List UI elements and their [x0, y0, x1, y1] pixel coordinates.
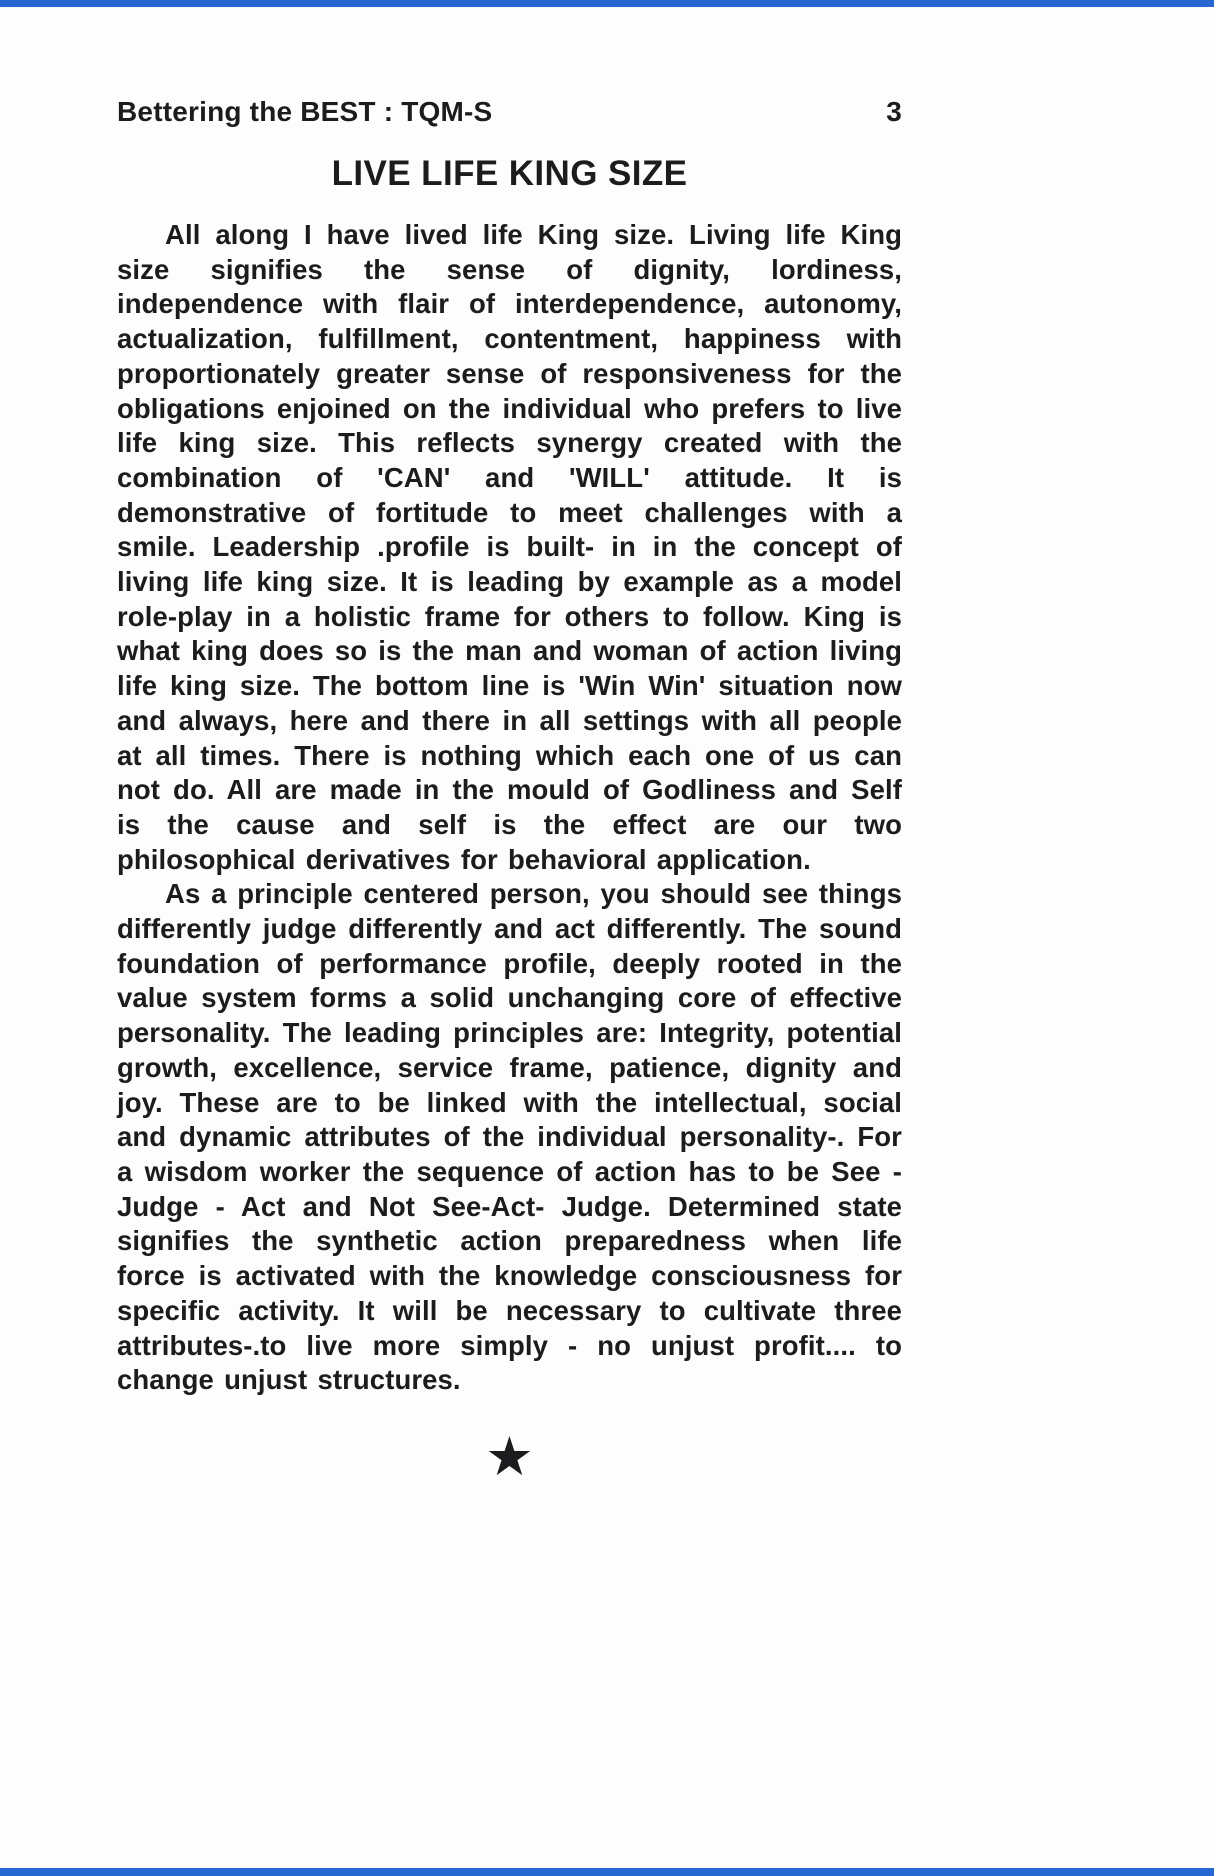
paragraph-1: All along I have lived life King size. Living life King size signifies the sense of dignity, lordiness, independence with flair of interdependence, autonomy, actualization, fulfillment, contentment, happiness with proportionately greater sense of responsiveness for the obligations enjoined on the individual who prefers to live life king size. This reflects synergy created with the combination of 'CAN' and 'WILL' attitude. It is demonstrative of fortitude to meet challenges with a smile. Leadership .profile is built- in in the concept of living life king size. It is leading by example as a model role-play in a holistic frame for others to follow. King is what king does so is the man and woman of action living life king size. The bottom line is 'Win Win' situation now and always, here and there in all settings with all people at all times. There is nothing which each one of us can not do. All are made in the mould of Godliness and Self is the cause and self is the effect are our two philosophical derivatives for behavioral application.: [117, 219, 902, 875]
star-icon: ★: [485, 1426, 534, 1487]
page-number: 3: [886, 96, 902, 127]
paragraph-2: As a principle centered person, you should see things differently judge differently and act differently. The sound foundation of performance profile, deeply rooted in the value system forms a solid unchanging core of effective personality. The leading principles are: Integrity, potential growth, excellence, service frame, patience, dignity and joy. These are to be linked with the intellectual, social and dynamic attributes of the individual personality-. For a wisdom worker the sequence of action has to be See - Judge - Act and Not See-Act- Judge. Determined state signifies the synthetic action preparedness when life force is activated with the knowledge consciousness for specific activity. It will be necessary to cultivate three attributes-.to live more simply - no unjust profit.... to change unjust structures.: [117, 878, 902, 1396]
scan-edge-bottom: [0, 1868, 1214, 1876]
running-header: Bettering the BEST : TQM-S: [117, 96, 493, 127]
page-header: [117, 96, 902, 128]
page-title: LIVE LIFE KING SIZE: [331, 154, 688, 193]
